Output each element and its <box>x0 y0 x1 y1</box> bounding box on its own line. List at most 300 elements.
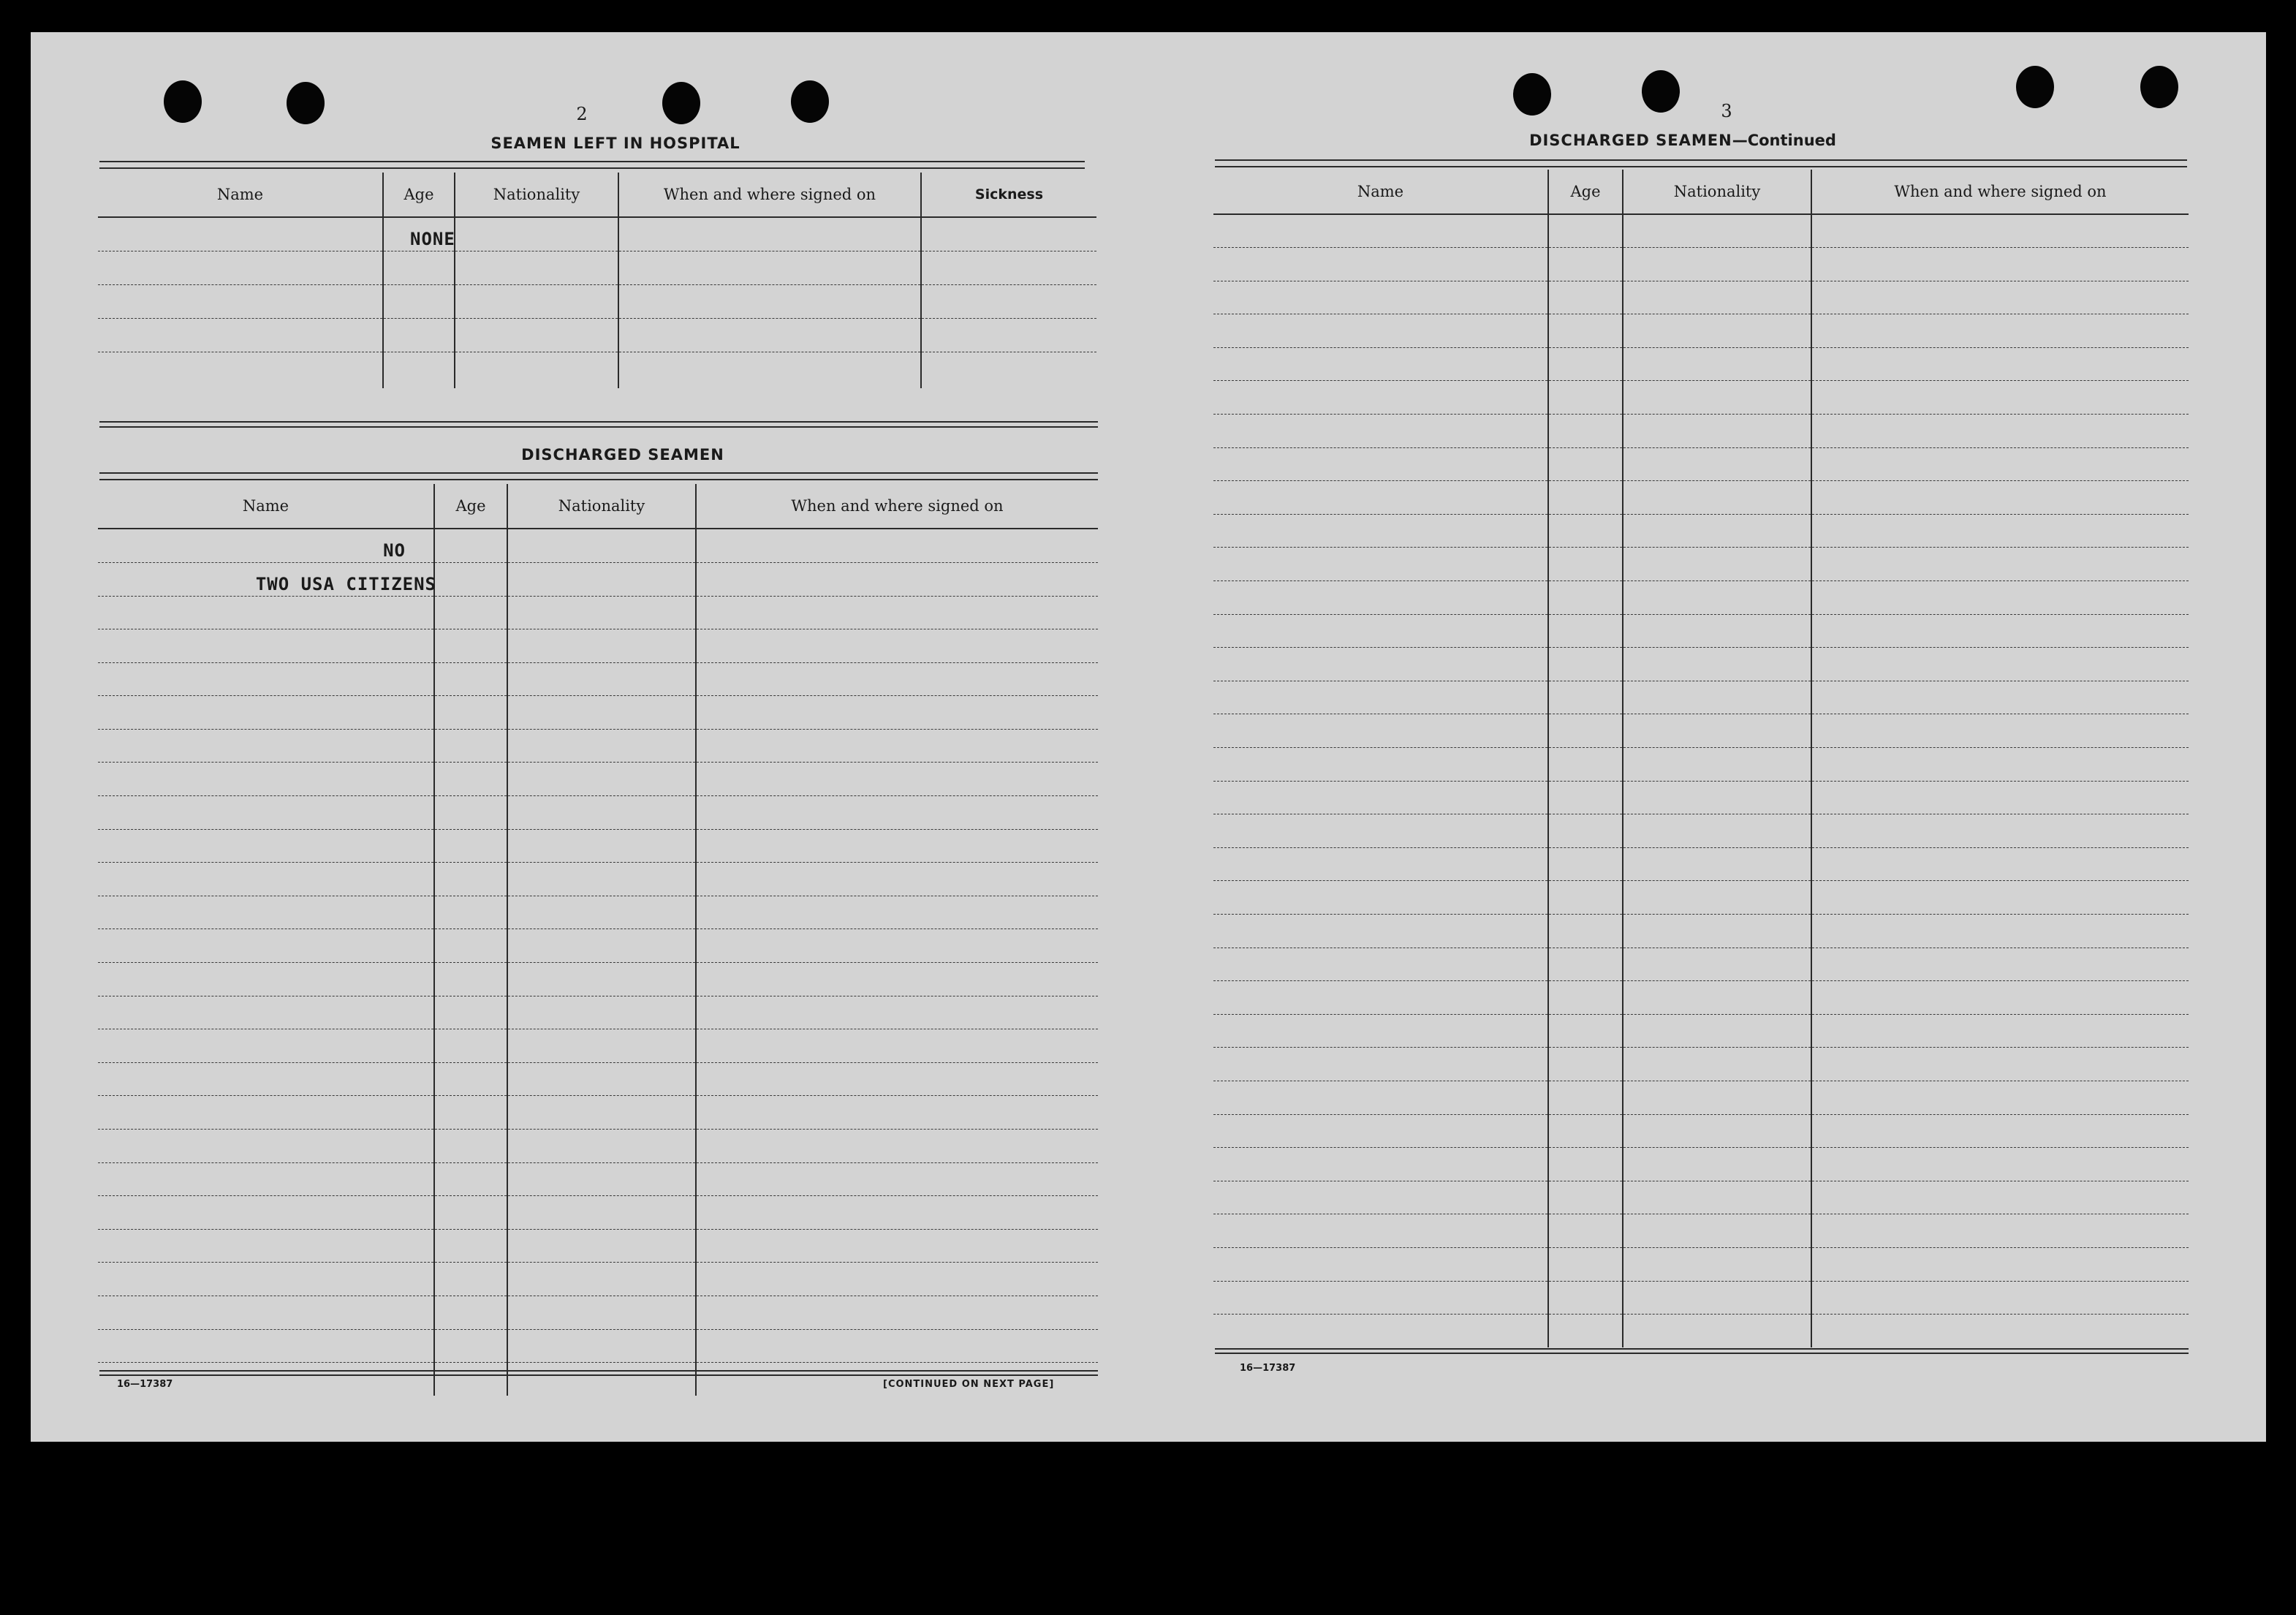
form-cell[interactable] <box>696 1263 1098 1296</box>
form-cell[interactable] <box>434 996 507 1029</box>
form-cell[interactable] <box>434 596 507 629</box>
form-cell[interactable] <box>434 1263 507 1296</box>
form-cell[interactable] <box>1623 648 1811 681</box>
form-cell[interactable] <box>1811 1247 2189 1281</box>
typed-name: NO <box>383 540 406 561</box>
form-cell[interactable] <box>1213 548 1548 581</box>
form-cell[interactable] <box>507 1363 696 1396</box>
form-cell[interactable] <box>434 1096 507 1130</box>
form-cell[interactable] <box>1623 1048 1811 1081</box>
form-cell[interactable] <box>696 1229 1098 1263</box>
form-cell[interactable] <box>98 696 434 730</box>
form-cell[interactable] <box>1623 1081 1811 1114</box>
form-cell[interactable] <box>507 1329 696 1363</box>
form-cell[interactable] <box>696 696 1098 730</box>
form-cell[interactable] <box>507 1162 696 1196</box>
form-cell[interactable] <box>434 1196 507 1230</box>
sickness-cell[interactable] <box>921 217 1096 251</box>
form-cell[interactable] <box>1623 614 1811 648</box>
signed-on-cell[interactable] <box>618 217 921 251</box>
form-cell[interactable] <box>1213 614 1548 648</box>
form-cell[interactable] <box>434 963 507 996</box>
form-cell[interactable] <box>1548 681 1623 714</box>
form-cell[interactable] <box>98 1296 434 1329</box>
form-cell[interactable] <box>1548 1315 1623 1348</box>
form-cell[interactable] <box>1623 248 1811 281</box>
form-cell[interactable] <box>1811 581 2189 615</box>
table-row <box>98 629 1098 663</box>
table-row <box>1213 347 2189 381</box>
form-cell[interactable] <box>1548 648 1623 681</box>
form-cell[interactable] <box>696 1329 1098 1363</box>
form-cell[interactable] <box>696 929 1098 963</box>
form-cell[interactable] <box>434 729 507 763</box>
form-cell[interactable] <box>1623 447 1811 481</box>
form-cell[interactable] <box>1548 447 1623 481</box>
form-cell[interactable] <box>507 1029 696 1063</box>
form-cell[interactable] <box>1548 781 1623 814</box>
form-cell[interactable] <box>1548 314 1623 348</box>
form-cell[interactable] <box>98 1096 434 1130</box>
form-cell[interactable] <box>1548 914 1623 948</box>
form-cell[interactable] <box>507 696 696 730</box>
form-cell[interactable] <box>1548 714 1623 748</box>
form-cell[interactable] <box>434 929 507 963</box>
table-row <box>98 251 1096 284</box>
form-cell[interactable] <box>1811 1214 2189 1248</box>
form-cell[interactable] <box>98 1029 434 1063</box>
form-cell[interactable] <box>1548 514 1623 548</box>
form-cell[interactable] <box>1811 381 2189 415</box>
table-row <box>1213 1181 2189 1214</box>
form-cell[interactable] <box>507 662 696 696</box>
form-cell[interactable] <box>1213 847 1548 881</box>
form-cell[interactable] <box>1548 1214 1623 1248</box>
form-cell[interactable] <box>1548 981 1623 1015</box>
form-cell[interactable] <box>1623 314 1811 348</box>
form-cell[interactable] <box>1213 1048 1548 1081</box>
form-cell[interactable] <box>1623 948 1811 981</box>
table-row <box>98 763 1098 796</box>
form-cell[interactable] <box>1811 981 2189 1015</box>
form-cell[interactable] <box>696 1162 1098 1196</box>
form-cell[interactable] <box>1811 1315 2189 1348</box>
form-cell[interactable] <box>1213 581 1548 615</box>
form-cell[interactable] <box>1811 681 2189 714</box>
form-cell[interactable] <box>1811 481 2189 515</box>
form-cell[interactable] <box>1213 1214 1548 1248</box>
form-cell[interactable] <box>434 1130 507 1163</box>
form-cell[interactable] <box>98 596 434 629</box>
form-cell[interactable] <box>1623 481 1811 515</box>
name-cell[interactable] <box>98 529 434 562</box>
form-cell[interactable] <box>98 996 434 1029</box>
form-cell[interactable] <box>1623 1315 1811 1348</box>
form-cell[interactable] <box>1811 281 2189 314</box>
form-cell[interactable] <box>696 729 1098 763</box>
form-cell[interactable] <box>1213 1114 1548 1148</box>
table-row <box>1213 714 2189 748</box>
form-cell[interactable] <box>1623 981 1811 1015</box>
form-cell[interactable] <box>1811 214 2189 248</box>
form-cell[interactable] <box>1548 1281 1623 1315</box>
column-header-sickness: Sickness <box>921 173 1096 217</box>
form-cell[interactable] <box>696 963 1098 996</box>
form-cell[interactable] <box>1548 415 1623 448</box>
form-cell[interactable] <box>1213 214 1548 248</box>
form-cell[interactable] <box>507 863 696 896</box>
form-cell[interactable] <box>507 963 696 996</box>
form-cell[interactable] <box>1811 1281 2189 1315</box>
form-cell[interactable] <box>1548 548 1623 581</box>
form-cell[interactable] <box>98 796 434 830</box>
table-row <box>98 217 1096 251</box>
form-cell[interactable] <box>1548 948 1623 981</box>
right-page <box>1149 32 2266 1442</box>
table-row <box>98 1329 1098 1363</box>
form-cell[interactable] <box>1623 681 1811 714</box>
age-cell[interactable] <box>383 217 455 251</box>
form-cell[interactable] <box>507 1196 696 1230</box>
form-cell[interactable] <box>434 796 507 830</box>
punch-hole <box>2016 66 2054 108</box>
form-cell[interactable] <box>1213 514 1548 548</box>
form-cell[interactable] <box>1548 847 1623 881</box>
table-row <box>98 829 1098 863</box>
form-cell[interactable] <box>1811 847 2189 881</box>
table-row <box>98 529 1098 562</box>
table-row <box>1213 514 2189 548</box>
form-cell[interactable] <box>1548 381 1623 415</box>
table-row <box>98 1096 1098 1130</box>
form-cell[interactable] <box>1811 781 2189 814</box>
form-cell[interactable] <box>434 1162 507 1196</box>
form-cell[interactable] <box>434 896 507 929</box>
form-cell[interactable] <box>1213 648 1548 681</box>
table-bottom-rule <box>1215 1348 2189 1354</box>
form-cell[interactable] <box>1548 881 1623 915</box>
form-cell[interactable] <box>98 1196 434 1230</box>
form-cell[interactable] <box>696 829 1098 863</box>
form-cell[interactable] <box>1213 1181 1548 1214</box>
form-cell[interactable] <box>98 1130 434 1163</box>
form-cell[interactable] <box>98 829 434 863</box>
column-header-name: Name <box>1213 170 1548 214</box>
form-cell[interactable] <box>1623 214 1811 248</box>
form-cell[interactable] <box>434 1229 507 1263</box>
table-row <box>1213 914 2189 948</box>
form-cell[interactable] <box>1213 447 1548 481</box>
table-row <box>98 1296 1098 1329</box>
form-cell[interactable] <box>1548 1114 1623 1148</box>
form-cell[interactable] <box>696 896 1098 929</box>
form-cell[interactable] <box>1623 1181 1811 1214</box>
form-cell[interactable] <box>1811 714 2189 748</box>
form-cell[interactable] <box>1213 914 1548 948</box>
title-rule <box>1215 159 2187 167</box>
form-cell[interactable] <box>507 596 696 629</box>
table-row <box>1213 1048 2189 1081</box>
column-header-nationality: Nationality <box>1623 170 1811 214</box>
table-row <box>98 729 1098 763</box>
form-cell[interactable] <box>696 796 1098 830</box>
form-cell[interactable] <box>1623 1281 1811 1315</box>
form-cell[interactable] <box>1811 1114 2189 1148</box>
page-number: 3 <box>1721 101 1732 121</box>
form-cell[interactable] <box>1548 1081 1623 1114</box>
form-cell[interactable] <box>434 1029 507 1063</box>
form-cell[interactable] <box>1623 847 1811 881</box>
table-row <box>1213 1014 2189 1048</box>
table-row <box>1213 581 2189 615</box>
form-cell[interactable] <box>1213 814 1548 848</box>
form-cell[interactable] <box>1623 548 1811 581</box>
form-cell[interactable] <box>1213 281 1548 314</box>
form-cell[interactable] <box>98 629 434 663</box>
form-cell[interactable] <box>434 1329 507 1363</box>
form-cell[interactable] <box>1623 581 1811 615</box>
discharged-continued-title <box>1529 132 1836 149</box>
form-cell[interactable] <box>507 829 696 863</box>
form-cell[interactable] <box>1811 548 2189 581</box>
form-cell[interactable] <box>1213 415 1548 448</box>
form-cell[interactable] <box>1548 347 1623 381</box>
form-cell[interactable] <box>434 662 507 696</box>
form-cell[interactable] <box>1811 514 2189 548</box>
form-cell[interactable] <box>1623 1214 1811 1248</box>
form-cell[interactable] <box>1213 1014 1548 1048</box>
table-row <box>98 284 1096 318</box>
form-cell[interactable] <box>507 1096 696 1130</box>
table-row <box>1213 748 2189 782</box>
form-cell[interactable] <box>507 796 696 830</box>
table-row <box>98 1029 1098 1063</box>
table-row <box>98 1062 1098 1096</box>
form-cell[interactable] <box>98 729 434 763</box>
form-cell[interactable] <box>1623 347 1811 381</box>
form-cell[interactable] <box>434 763 507 796</box>
form-cell[interactable] <box>1213 248 1548 281</box>
form-cell[interactable] <box>1811 914 2189 948</box>
form-cell[interactable] <box>696 1062 1098 1096</box>
form-cell[interactable] <box>1811 248 2189 281</box>
form-cell[interactable] <box>507 729 696 763</box>
form-cell[interactable] <box>1213 1148 1548 1181</box>
form-cell[interactable] <box>434 1062 507 1096</box>
form-cell[interactable] <box>507 1229 696 1263</box>
form-cell[interactable] <box>1548 581 1623 615</box>
form-cell[interactable] <box>1213 948 1548 981</box>
form-cell[interactable] <box>98 662 434 696</box>
form-cell[interactable] <box>1548 248 1623 281</box>
form-cell[interactable] <box>1623 881 1811 915</box>
form-cell[interactable] <box>696 863 1098 896</box>
form-cell[interactable] <box>1548 814 1623 848</box>
form-cell[interactable] <box>1548 214 1623 248</box>
form-cell[interactable] <box>1623 1114 1811 1148</box>
form-cell[interactable] <box>1623 814 1811 848</box>
section-title-text: DISCHARGED SEAMEN <box>1529 132 1732 149</box>
form-cell[interactable] <box>1623 514 1811 548</box>
form-cell[interactable] <box>507 1062 696 1096</box>
hospital-table <box>98 173 1096 388</box>
column-header-nationality: Nationality <box>455 173 618 217</box>
form-cell[interactable] <box>507 763 696 796</box>
form-cell[interactable] <box>1811 347 2189 381</box>
form-cell[interactable] <box>98 929 434 963</box>
form-cell[interactable] <box>1811 1148 2189 1181</box>
column-header-signed-on: When and where signed on <box>1811 170 2189 214</box>
form-cell[interactable] <box>1811 648 2189 681</box>
table-row <box>1213 481 2189 515</box>
form-cell[interactable] <box>1811 1181 2189 1214</box>
form-cell[interactable] <box>1623 1014 1811 1048</box>
nationality-cell[interactable] <box>455 217 618 251</box>
form-cell[interactable] <box>98 1162 434 1196</box>
form-cell[interactable] <box>98 863 434 896</box>
form-cell[interactable] <box>98 963 434 996</box>
name-cell[interactable] <box>98 217 383 251</box>
punch-hole <box>791 80 829 123</box>
form-cell[interactable] <box>1213 381 1548 415</box>
table-row <box>98 963 1098 996</box>
form-cell[interactable] <box>696 596 1098 629</box>
name-cell[interactable] <box>98 562 434 596</box>
form-cell[interactable] <box>507 929 696 963</box>
table-row <box>1213 1214 2189 1248</box>
form-cell[interactable] <box>1213 314 1548 348</box>
form-cell[interactable] <box>1213 681 1548 714</box>
form-cell[interactable] <box>98 1229 434 1263</box>
document-sheet <box>31 32 2266 1442</box>
form-cell[interactable] <box>1623 281 1811 314</box>
form-cell[interactable] <box>1623 714 1811 748</box>
form-cell[interactable] <box>434 863 507 896</box>
form-cell[interactable] <box>696 629 1098 663</box>
column-header-signed-on: When and where signed on <box>696 484 1098 529</box>
punch-hole <box>164 80 202 123</box>
form-cell[interactable] <box>98 1329 434 1363</box>
form-cell[interactable] <box>1623 415 1811 448</box>
form-cell[interactable] <box>1811 814 2189 848</box>
form-cell[interactable] <box>696 996 1098 1029</box>
form-cell[interactable] <box>1213 748 1548 782</box>
form-cell[interactable] <box>696 1096 1098 1130</box>
form-cell[interactable] <box>1213 714 1548 748</box>
table-row <box>1213 948 2189 981</box>
table-bottom-rule <box>99 421 1098 428</box>
form-cell[interactable] <box>1213 781 1548 814</box>
form-cell[interactable] <box>98 1263 434 1296</box>
form-cell[interactable] <box>1548 748 1623 782</box>
form-cell[interactable] <box>1811 748 2189 782</box>
table-row <box>98 1196 1098 1230</box>
form-cell[interactable] <box>1548 1014 1623 1048</box>
form-cell[interactable] <box>1623 1247 1811 1281</box>
form-cell[interactable] <box>1811 447 2189 481</box>
form-cell[interactable] <box>434 629 507 663</box>
form-cell[interactable] <box>696 1029 1098 1063</box>
form-cell[interactable] <box>1213 1315 1548 1348</box>
table-row <box>98 796 1098 830</box>
table-row <box>1213 847 2189 881</box>
column-header-age: Age <box>434 484 507 529</box>
form-cell[interactable] <box>98 1062 434 1096</box>
punch-hole <box>1513 73 1551 116</box>
form-cell[interactable] <box>434 696 507 730</box>
form-cell[interactable] <box>1811 1081 2189 1114</box>
table-row <box>1213 1281 2189 1315</box>
form-cell[interactable] <box>1213 347 1548 381</box>
form-cell[interactable] <box>696 1296 1098 1329</box>
form-cell[interactable] <box>1213 981 1548 1015</box>
form-cell[interactable] <box>1213 1081 1548 1114</box>
form-cell[interactable] <box>1811 1014 2189 1048</box>
table-row <box>98 929 1098 963</box>
form-cell[interactable] <box>1811 614 2189 648</box>
form-cell[interactable] <box>1548 1148 1623 1181</box>
title-rule <box>99 472 1098 480</box>
form-cell[interactable] <box>507 1130 696 1163</box>
form-cell[interactable] <box>434 1363 507 1396</box>
table-row <box>1213 1148 2189 1181</box>
table-row <box>1213 614 2189 648</box>
form-cell[interactable] <box>1548 1247 1623 1281</box>
column-header-age: Age <box>383 173 455 217</box>
punch-hole <box>662 82 700 124</box>
form-cell[interactable] <box>696 662 1098 696</box>
form-cell[interactable] <box>434 1296 507 1329</box>
form-cell[interactable] <box>1548 281 1623 314</box>
form-cell[interactable] <box>434 829 507 863</box>
form-cell[interactable] <box>1548 1048 1623 1081</box>
form-cell[interactable] <box>1213 1247 1548 1281</box>
form-cell[interactable] <box>1623 914 1811 948</box>
form-cell[interactable] <box>507 629 696 663</box>
table-row <box>1213 881 2189 915</box>
form-cell[interactable] <box>1811 1048 2189 1081</box>
table-row <box>98 863 1098 896</box>
form-cell[interactable] <box>98 896 434 929</box>
form-cell[interactable] <box>1623 1148 1811 1181</box>
form-cell[interactable] <box>507 1296 696 1329</box>
form-cell[interactable] <box>1811 881 2189 915</box>
form-cell[interactable] <box>696 1130 1098 1163</box>
table-row <box>1213 447 2189 481</box>
form-cell[interactable] <box>1548 1181 1623 1214</box>
form-cell[interactable] <box>98 763 434 796</box>
form-cell[interactable] <box>507 1263 696 1296</box>
typed-name: TWO USA CITIZENS <box>255 573 436 594</box>
table-row <box>98 596 1098 629</box>
form-cell[interactable] <box>1623 781 1811 814</box>
form-cell[interactable] <box>1623 748 1811 782</box>
form-cell[interactable] <box>1623 381 1811 415</box>
form-cell[interactable] <box>1213 481 1548 515</box>
form-cell[interactable] <box>696 763 1098 796</box>
form-cell[interactable] <box>1548 481 1623 515</box>
form-cell[interactable] <box>1811 948 2189 981</box>
form-cell[interactable] <box>696 1196 1098 1230</box>
form-cell[interactable] <box>1213 881 1548 915</box>
form-cell[interactable] <box>1811 314 2189 348</box>
form-cell[interactable] <box>1548 614 1623 648</box>
form-cell[interactable] <box>1811 415 2189 448</box>
form-cell[interactable] <box>1213 1281 1548 1315</box>
form-cell[interactable] <box>507 896 696 929</box>
form-cell[interactable] <box>507 996 696 1029</box>
table-row <box>1213 415 2189 448</box>
